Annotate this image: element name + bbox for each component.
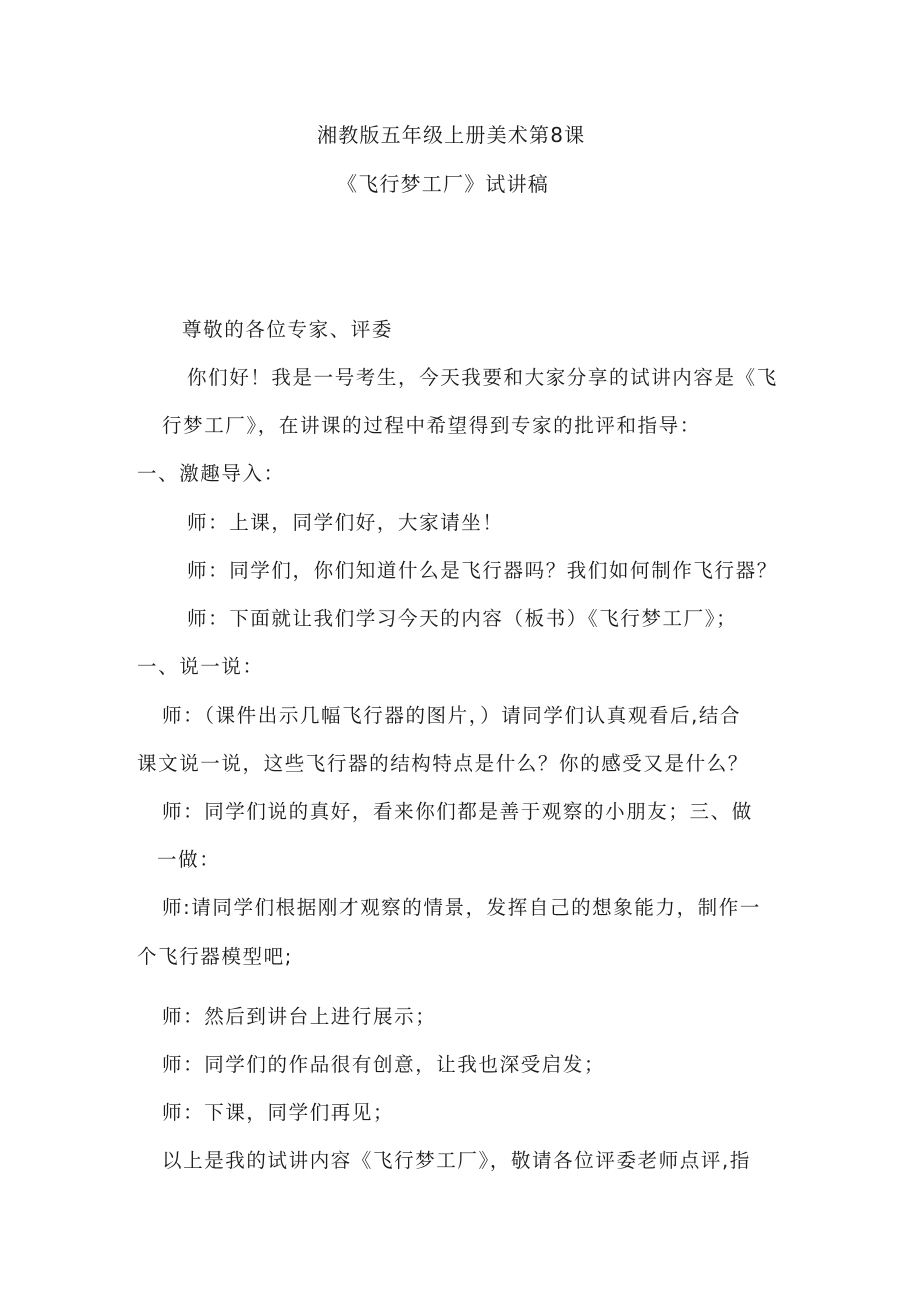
section-3-paragraph-1-line-1: 师:请同学们根据刚才观察的情景，发挥自己的想象能力，制作一 (162, 896, 761, 919)
section-2-paragraph-1-line-2: 课文说一说，这些飞行器的结构特点是什么？你的感受又是什么？ (137, 752, 749, 775)
section-1-heading: 一、激趣导入： (137, 462, 285, 485)
section-1-paragraph-3: 师：下面就让我们学习今天的内容（板书）《飞行梦工厂》； (187, 607, 738, 630)
section-3-paragraph-1-line-2: 个飞行器模型吧; (137, 945, 293, 968)
section-2-paragraph-2-line-1: 师：同学们说的真好，看来你们都是善于观察的小朋友；三、做 (162, 800, 753, 823)
intro-paragraph-line-1: 你们好！我是一号考生，今天我要和大家分享的试讲内容是《飞 (187, 366, 778, 389)
document-title: 湘教版五年级上册美术第8课 (317, 123, 586, 147)
section-2-paragraph-2-line-2: 一做： (157, 848, 221, 871)
greeting: 尊敬的各位专家、评委 (182, 318, 394, 341)
document-subtitle: 《飞行梦工厂》试讲稿 (337, 172, 549, 196)
section-3-paragraph-2: 师：然后到讲台上进行展示； (162, 1005, 437, 1028)
section-2-heading: 一、说一说： (137, 655, 264, 678)
section-1-paragraph-2: 师：同学们，你们知道什么是飞行器吗？我们如何制作飞行器？ (187, 559, 778, 582)
section-3-paragraph-4: 师：下课，同学们再见； (162, 1101, 395, 1124)
section-3-paragraph-3: 师：同学们的作品很有创意，让我也深受启发； (162, 1053, 606, 1076)
section-2-paragraph-1-line-1: 师：（课件出示几幅飞行器的图片，）请同学们认真观看后,结合 (162, 704, 742, 727)
section-1-paragraph-1: 师：上课，同学们好，大家请坐！ (187, 511, 504, 534)
closing-paragraph-line-1: 以上是我的试讲内容《飞行梦工厂》，敬请各位评委老师点评,指 (162, 1149, 751, 1172)
intro-paragraph-line-2: 行梦工厂》，在讲课的过程中希望得到专家的批评和指导： (162, 414, 701, 437)
